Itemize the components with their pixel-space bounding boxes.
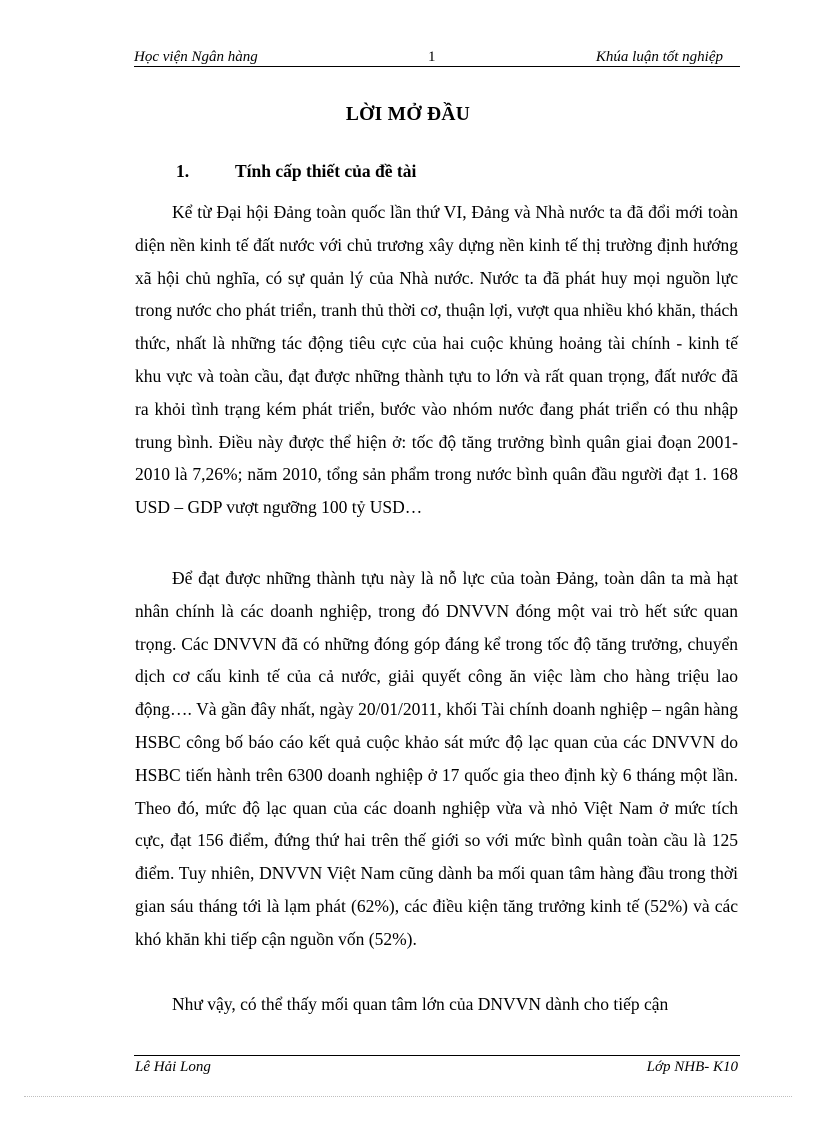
section-title: Tính cấp thiết của đề tài [235, 161, 417, 181]
page-bottom-dotted-line [24, 1096, 792, 1097]
footer-divider [134, 1055, 740, 1056]
section-heading [176, 161, 416, 182]
header-document-type: Khúa luận tốt nghiệp [595, 49, 723, 65]
paragraph-2: Để đạt được những thành tựu này là nỗ lực của toàn Đảng, toàn dân ta mà hạt nhân chính là các doanh nghiệp, trong đó DNVVN đóng một vai trò hết sức quan trọng. Các DNVVN đã có những đóng góp đáng kể trong tốc độ tăng trưởng, chuyển dịch cơ cấu kinh tế của cả nước, giải quyết công ăn việc làm cho hàng triệu lao động…. Và gần đây nhất, ngày 20/01/2011, khối Tài chính doanh nghiệp – ngân hàng HSBC công bố báo cáo kết quả cuộc khảo sát mức độ lạc quan của các DNVVN do HSBC tiến hành trên 6300 doanh nghiệp ở 17 quốc gia theo định kỳ 6 tháng một lần. Theo đó, mức độ lạc quan của các doanh nghiệp vừa và nhỏ Việt Nam ở mức tích cực, đạt 156 điểm, đứng thứ hai trên thế giới so với mức bình quân toàn cầu là 125 điểm. Tuy nhiên, DNVVN Việt Nam cũng dành ba mối quan tâm hàng đầu trong thời gian sáu tháng tới là lạm phát (62%), các điều kiện tăng trưởng kinh tế (52%) và các khó khăn khi tiếp cận nguồn vốn (52%). [135, 568, 738, 949]
paragraph-3: Như vậy, có thể thấy mối quan tâm lớn của DNVVN dành cho tiếp cận [172, 994, 669, 1014]
section-number: 1. [176, 161, 190, 181]
header-page-number: 1 [428, 49, 436, 65]
paragraph-1: Kể từ Đại hội Đảng toàn quốc lần thứ VI, Đảng và Nhà nước ta đã đổi mới toàn diện nền kinh tế đất nước với chủ trương xây dựng nền kinh tế thị trường định hướng xã hội chủ nghĩa, có sự quản lý của Nhà nước. Nước ta đã phát huy mọi nguồn lực trong nước cho phát triển, tranh thủ thời cơ, thuận lợi, vượt qua nhiều khó khăn, thách thức, nhất là những tác động tiêu cực của hai cuộc khủng hoảng tài chính - kinh tế khu vực và toàn cầu, đạt được những thành tựu to lớn và rất quan trọng, đất nước đã ra khỏi tình trạng kém phát triển, bước vào nhóm nước đang phát triển có thu nhập trung bình. Điều này được thể hiện ở: tốc độ tăng trưởng bình quân giai đoạn 2001- 2010 là 7,26%; năm 2010, tổng sản phẩm trong nước bình quân đầu người đạt 1. 168 USD – GDP vượt ngưỡng 100 tỷ USD… [135, 202, 738, 518]
page-title: LỜI MỞ ĐẦU [345, 104, 471, 125]
header-institution: Học viện Ngân hàng [134, 49, 258, 65]
footer-author: Lê Hải Long [135, 1059, 211, 1075]
page-header [134, 48, 740, 67]
footer-class: Lớp NHB- K10 [646, 1059, 738, 1075]
